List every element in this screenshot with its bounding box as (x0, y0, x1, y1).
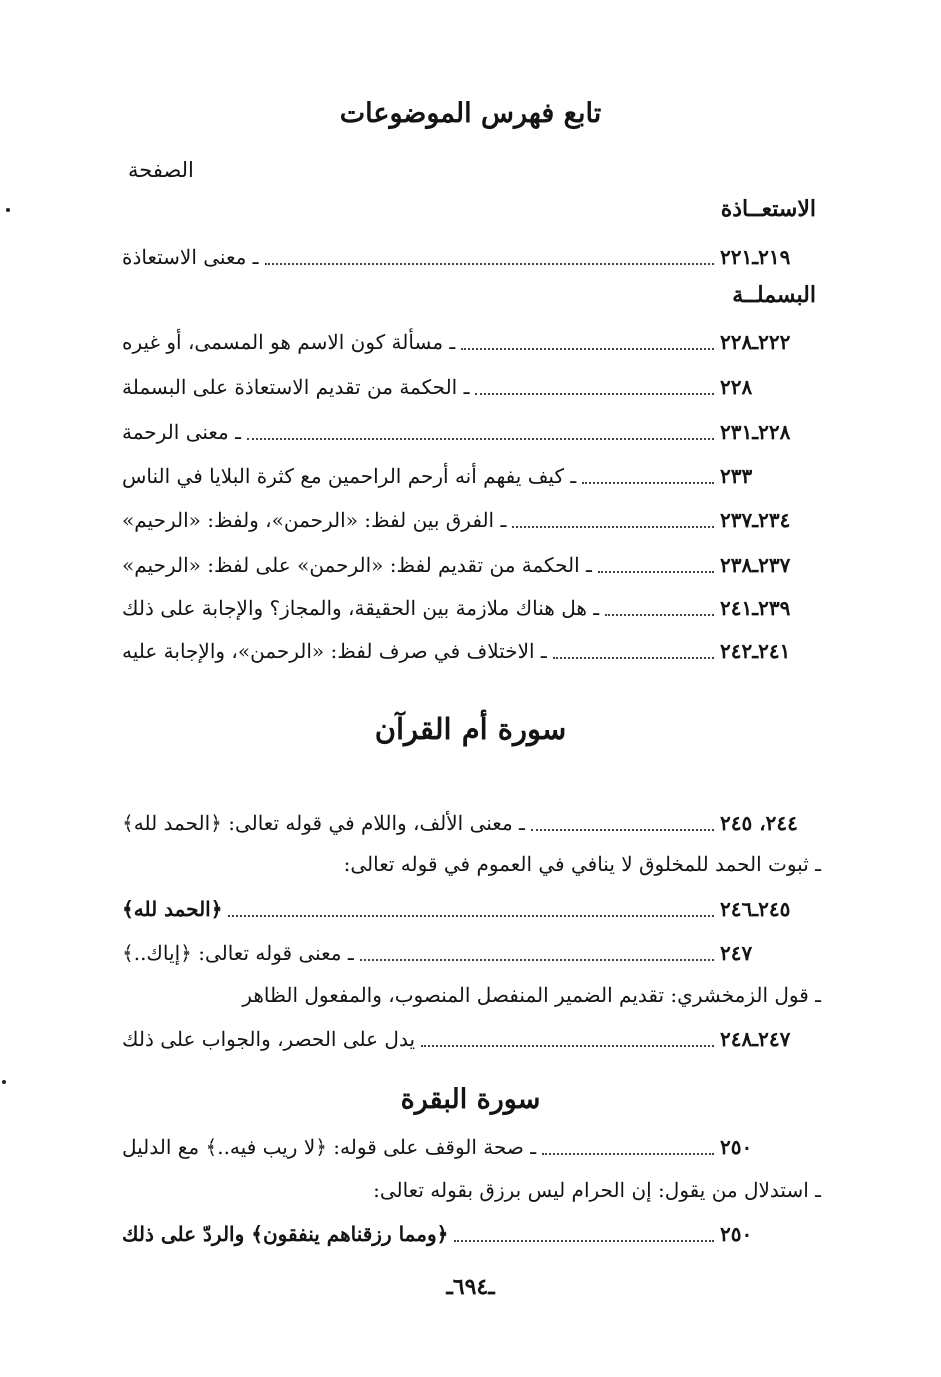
scan-speck (6, 208, 10, 212)
toc-entry (112, 591, 820, 625)
toc-entry-page: ٢٢٢ـ٢٢٨ (720, 330, 791, 354)
leader-dots (265, 261, 714, 265)
toc-entry (112, 325, 820, 359)
leader-dots (605, 612, 714, 616)
toc-entry-text: ـ هل هناك ملازمة بين الحقيقة، والمجاز؟ والإجابة على ذلك (122, 596, 600, 620)
toc-entry-text: ـ صحة الوقف على قوله: ﴿لا ريب فيه..﴾ مع الدليل (122, 1135, 537, 1159)
toc-entry (112, 548, 820, 582)
toc-entry (112, 1217, 820, 1251)
toc-entry (112, 634, 820, 668)
leader-dots (228, 913, 714, 917)
toc-entry-page: ٢٤١ـ٢٤٢ (720, 639, 791, 663)
toc-entry-page: ٢٣٧ـ٢٣٨ (720, 553, 791, 577)
page-title: تابع فهرس الموضوعات (339, 98, 602, 129)
toc-entry-text: ـ الاختلاف في صرف لفظ: «الرحمن»، والإجابة عليه (122, 639, 547, 663)
toc-entry (112, 1130, 820, 1164)
toc-entry (112, 459, 820, 493)
toc-entry-text: يدل على الحصر، والجواب على ذلك (122, 1027, 416, 1051)
toc-entry-text: ـ كيف يفهم أنه أرحم الراحمين مع كثرة البلايا في الناس (122, 464, 577, 488)
leader-dots (598, 569, 714, 573)
leader-dots (553, 655, 714, 659)
leader-dots (360, 957, 714, 961)
toc-entry-text: ﴿ومما رزقناهم ينفقون﴾ والردّ على ذلك (122, 1222, 449, 1246)
toc-entry-page: ٢٣٣ (720, 464, 753, 488)
toc-entry-text: ـ معنى الرحمة (122, 420, 241, 444)
toc-entry-page: ٢١٩ـ٢٢١ (720, 245, 791, 269)
toc-entry-page: ٢٣٩ـ٢٤١ (720, 596, 791, 620)
toc-entry-page: ٢٤٥ـ٢٤٦ (720, 897, 791, 921)
toc-entry (112, 370, 820, 404)
toc-entry-text: ـ معنى الألف، واللام في قوله تعالى: ﴿الحمد لله﴾ (122, 811, 525, 835)
toc-entry (112, 1022, 820, 1056)
toc-entry-page: ٢٤٧ـ٢٤٨ (720, 1027, 791, 1051)
section-heading-basmala: البسملــة (732, 282, 816, 308)
leader-dots (454, 1238, 714, 1242)
toc-entry (112, 936, 820, 970)
toc-entry-continued-text: ـ استدلال من يقول: إن الحرام ليس برزق بقوله تعالى: (373, 1178, 821, 1202)
toc-entry-continued-text: ـ ثبوت الحمد للمخلوق لا ينافي في العموم في قوله تعالى: (343, 852, 821, 876)
leader-dots (542, 1151, 714, 1155)
toc-entry (112, 503, 820, 537)
toc-entry-page: ٢٢٨ (720, 375, 753, 399)
toc-entry-text: ـ الحكمة من تقديم لفظ: «الرحمن» على لفظ: «الرحيم» (122, 553, 592, 577)
toc-entry-page: ٢٢٨ـ٢٣١ (720, 420, 791, 444)
toc-entry (112, 892, 820, 926)
toc-entry-text: ﴿الحمد لله﴾ (122, 897, 223, 921)
page-column-header: الصفحة (128, 158, 194, 182)
scan-speck (2, 1080, 6, 1084)
leader-dots (582, 480, 714, 484)
toc-entry-page: ٢٤٤، ٢٤٥ (720, 811, 798, 835)
leader-dots (512, 524, 714, 528)
toc-entry-page: ٢٥٠ (720, 1135, 753, 1159)
leader-dots (475, 391, 714, 395)
leader-dots (531, 827, 714, 831)
section-heading-istiadha: الاستعــاذة (720, 196, 816, 222)
toc-entry (112, 806, 820, 840)
page-number: ـ٦٩٤ـ (446, 1274, 495, 1300)
leader-dots (461, 346, 714, 350)
toc-entry-page: ٢٥٠ (720, 1222, 753, 1246)
toc-entry-continued-text: ـ قول الزمخشري: تقديم الضمير المنفصل المنصوب، والمفعول الظاهر (242, 983, 821, 1007)
leader-dots (247, 436, 714, 440)
surah-title-umm-alquran: سورة أم القرآن (374, 712, 567, 746)
surah-title-albaqara: سورة البقرة (400, 1084, 541, 1115)
toc-entry-text: ـ معنى قوله تعالى: ﴿إياك..﴾ (122, 941, 354, 965)
toc-entry (112, 415, 820, 449)
toc-entry-text: ـ الحكمة من تقديم الاستعاذة على البسملة (122, 375, 470, 399)
toc-entry-text: ـ معنى الاستعاذة (122, 245, 259, 269)
toc-entry-text: ـ مسألة كون الاسم هو المسمى، أو غيره (122, 330, 456, 354)
toc-entry-page: ٢٤٧ (720, 941, 753, 965)
toc-entry-page: ٢٣٤ـ٢٣٧ (720, 508, 791, 532)
leader-dots (421, 1043, 714, 1047)
toc-entry-text: ـ الفرق بين لفظ: «الرحمن»، ولفظ: «الرحيم» (122, 508, 507, 532)
toc-entry (112, 240, 820, 274)
